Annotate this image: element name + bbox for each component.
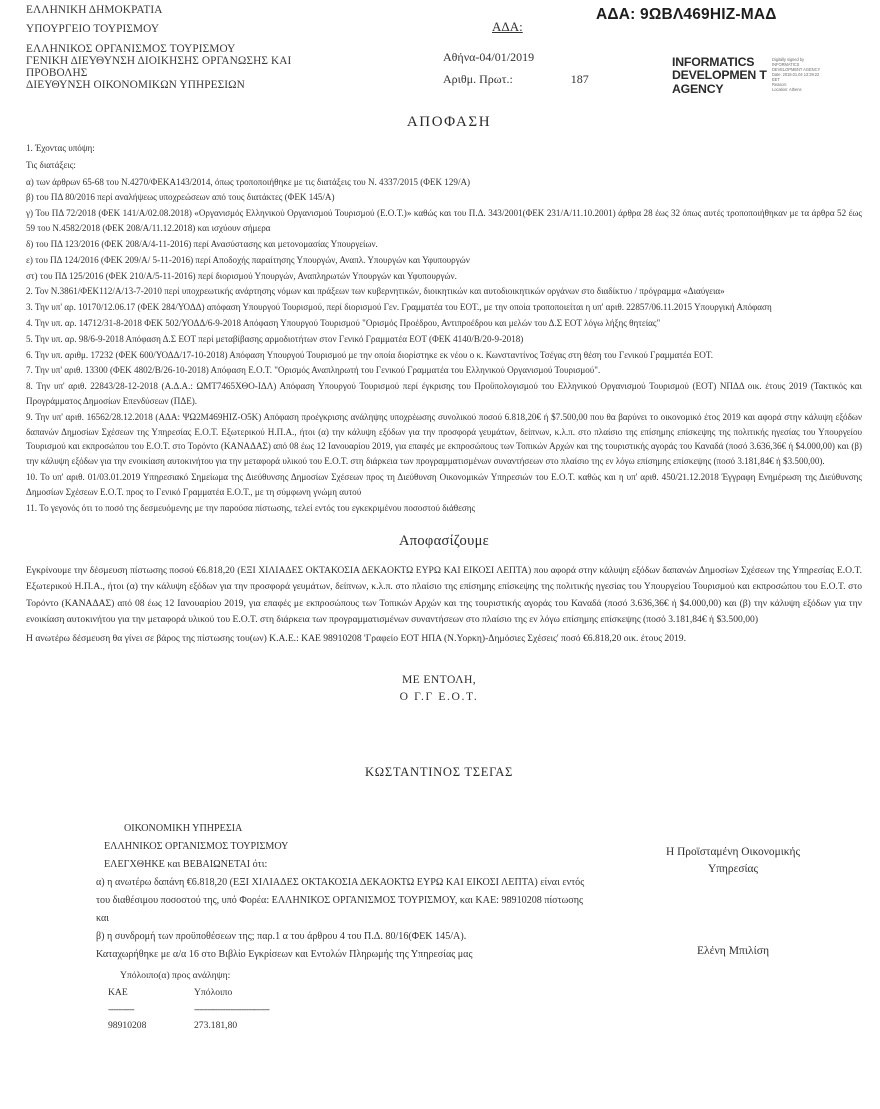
document-header — [0, 0, 880, 110]
protocol-number: 187 — [570, 72, 589, 86]
signature-authority-name — [672, 56, 768, 96]
balance-table — [108, 985, 324, 1035]
signature-detail-line-4: Date: 2019.01.04 13:39:22 — [772, 71, 820, 77]
financial-officer-title-line-1: Η Προϊσταμένη Οικονομικής — [666, 846, 800, 858]
clause-stigma: στ) του ΠΔ 125/2016 (ΦΕΚ 210/Α/5-11-2016) περί διορισμού Υπουργών, Αναπληρωτών Υπουργών και Υφυπουργών. — [26, 270, 457, 281]
certification-heading-2: ΕΛΛΗΝΙΚΟΣ ΟΡΓΑΝΙΣΜΟΣ ΤΟΥΡΙΣΜΟΥ — [104, 840, 289, 852]
clause-delta: δ) του ΠΔ 123/2016 (ΦΕΚ 208/Α/4-11-2016) περί Ανασύστασης και μετονομασίας Υπουργείων. — [26, 238, 378, 249]
clause-3: 3. Την υπ' αρ. 10170/12.06.17 (ΦΕΚ 284/ΥΟΔΔ) απόφαση Υπουργού Τουρισμού, περί διορισμού Γεν. Γραμματέα του ΕΟΤ., με την οποία τροποποιείται η υπ' αριθ. 22857/06.11.2015 Υπουργική Απόφαση — [26, 302, 772, 313]
clause-9: 9. Την υπ' αριθ. 16562/28.12.2018 (ΑΔΑ: ΨΩ2Μ469ΗΙΖ-Ο5Κ) Απόφαση προέγκρισης ανάληψης υποχρέωσης συνολικού ποσού 6.818,20€ ή $7.500,00 που θα βαρύνει το οικονομικό έτος 2019 και αφορά στην κάλυψη εξόδων δαπανών Δημοσίων Σχέσεων της Υπηρεσίας Ε.Ο.Τ. Εξωτερικού Η.Π.Α., ήτοι (α) την κάλυψη εξόδων για την προσφορά γευμάτων, δείπνων, κ.λ.π. στο πλαίσιο της επίσημης επίσκεψης της πολιτικής ηγεσίας του Υπουργείου Τουρισμού και εκπροσώπου του Ε.Ο.Τ. στο Τορόντο (ΚΑΝΑΔΑΣ) από 08 έως 12 Ιανουαρίου 2019, για επαφές με εκπροσώπους των Τοπικών Αρχών και της τουριστικής αγοράς του Καναδά (ποσό 3.636,36€ ή $4.000,00) και (β) την κάλυψη εξόδων για την ενοικίαση αυτοκινήτου για την μεταφορά υλικού του Ε.Ο.Τ. στη διάρκεια των προγραμματισμένων συναντήσεων στο πλαίσιο της εν λόγω επίσημης επίσκεψης (ποσό 3.181,84€ ή $3.500,00). — [26, 411, 862, 467]
certification-zone — [26, 820, 862, 1050]
balance-rule-left: ---------- — [108, 1003, 134, 1015]
clause-epsilon: ε) του ΠΔ 124/2016 (ΦΕΚ 209/Α/ 5-11-2016) περί Αποδοχής παραίτησης Υπουργών, Αναπλ. Υπουργών και Υφυπουργών — [26, 254, 470, 265]
org-line-financial-directorate: ΔΙΕΥΘΥΝΣΗ ΟΙΚΟΝΟΜΙΚΩΝ ΥΠΗΡΕΣΙΩΝ — [26, 79, 245, 92]
signature-detail-line-7: Location: Athens — [772, 86, 802, 92]
financial-officer-block — [628, 844, 838, 960]
balance-header-row — [108, 985, 324, 1002]
signature-block — [26, 673, 862, 703]
decision-paragraph-2: Η ανωτέρω δέσμευση θα γίνει σε βάρος της πίστωσης του(ων) Κ.Α.Ε.: ΚΑΕ 98910208 'Γραφείο ΕΟΤ ΗΠΑ (Ν.Υορκη)-Δημόσιες Σχέσεις' ποσό €6.818,20 οικ. έτους 2019. — [26, 632, 686, 644]
balance-cell-amount: 273.181,80 — [194, 1020, 238, 1032]
document-meta-block — [443, 50, 693, 94]
balance-cell-kae: 98910208 — [108, 1020, 147, 1032]
org-line-general-directorate: ΓΕΝΙΚΗ ΔΙΕΥΘΥΝΣΗ ΔΙΟΙΚΗΣΗΣ ΟΡΓΑΝΩΣΗΣ ΚΑΙ — [26, 54, 292, 67]
signature-detail-line-5: EET — [772, 76, 780, 82]
balance-rule-row — [108, 1002, 324, 1019]
protocol-label: Αριθμ. Πρωτ.: — [443, 72, 513, 86]
balance-column-amount: Υπόλοιπο — [194, 986, 233, 998]
signature-detail-line-1: Digitally signed by — [772, 57, 805, 62]
clause-beta: β) του ΠΔ 80/2016 περί αναλήψεως υποχρεώσεων από τους διατάκτες (ΦΕΚ 145/Α) — [26, 192, 335, 203]
org-line-ministry: ΥΠΟΥΡΓΕΙΟ ΤΟΥΡΙΣΜΟΥ — [26, 23, 160, 36]
org-line-republic: ΕΛΛΗΝΙΚΗ ΔΗΜΟΚΡΑΤΙΑ — [26, 4, 163, 16]
digital-signature-stamp — [672, 56, 878, 96]
signature-detail-text — [772, 56, 876, 92]
clause-5: 5. Την υπ. αρ. 98/6-9-2018 Απόφαση Δ.Σ ΕΟΤ περί μεταβίβασης αρμοδιοτήτων στον Γενικό Γραμματέα ΕΟΤ (ΦΕΚ 4140/Β/20-9-2018) — [26, 333, 524, 344]
certification-item-a: α) η ανωτέρω δαπάνη €6.818,20 (ΕΞΙ ΧΙΛΙΑΔΕΣ ΟΚΤΑΚΟΣΙΑ ΔΕΚΑΟΚΤΩ ΕΥΡΩ ΚΑΙ ΕΙΚΟΣΙ ΛΕΠΤΑ) είναι εντός του διαθέσιμου ποσοστού της, υπό Φορέα: ΕΛΛΗΝΙΚΟΣ ΟΡΓΑΝΙΣΜΟΣ ΤΟΥΡΙΣΜΟΥ, και ΚΑΕ: 98910208 πίστωσης και — [96, 876, 585, 924]
clause-4: 4. Την υπ. αρ. 14712/31-8-2018 ΦΕΚ 502/ΥΟΔΔ/6-9-2018 Απόφαση Υπουργού Τουρισμού "Ορισμός Προέδρου, Αντιπροέδρου και μελών του Δ.Σ ΕΟΤ λόγω λήξης θητείας" — [26, 317, 661, 328]
decision-paragraph-1: Εγκρίνουμε την δέσμευση πίστωσης ποσού €6.818,20 (ΕΞΙ ΧΙΛΙΑΔΕΣ ΟΚΤΑΚΟΣΙΑ ΔΕΚΑΟΚΤΩ ΕΥΡΩ ΚΑΙ ΕΙΚΟΣΙ ΛΕΠΤΑ) που αφορά στην κάλυψη εξόδων δαπανών Δημοσίων Σχέσεων της Υπηρεσίας Ε.Ο.Τ. Εξωτερικού Η.Π.Α., ήτοι (α) την κάλυψη εξόδων για την προσφορά γευμάτων, δείπνων, κ.λ.π. στο πλαίσιο της επίσημης επίσκεψης της πολιτικής ηγεσίας του Υπουργείου Τουρισμού και εκπροσώπου του Ε.Ο.Τ. στο Τορόντο (ΚΑΝΑΔΑΣ) από 08 έως 12 Ιανουαρίου 2019, για επαφές με εκπροσώπους των Τοπικών Αρχών και της τουριστικής αγοράς του Καναδά (ποσό 3.636,36€ ή $4.000,00) και (β) την κάλυψη εξόδων για την ενοικίαση αυτοκινήτου για την μεταφορά υλικού του Ε.Ο.Τ. στη διάρκεια των προγραμματισμένων συναντήσεων στο πλαίσιο της εν λόγω επίσημης επίσκεψης (ποσό 3.181,84€ ή $3.500,00) — [26, 564, 862, 625]
clause-1-intro: 1. Έχοντας υπόψη: — [26, 143, 95, 153]
certification-heading-3: ΕΛΕΓΧΘΗΚΕ και ΒΕΒΑΙΩΝΕΤΑΙ ότι: — [104, 858, 268, 870]
clause-6: 6. Την υπ. αριθμ. 17232 (ΦΕΚ 600/ΥΟΔΔ/17-10-2018) Απόφαση Υπουργού Τουρισμού με την οποία διορίστηκε εκ νέου ο κ. Κωνσταντίνος Τσέγας στη θέση του Γενικού Γραμματέα ΕΟΤ. — [26, 349, 714, 360]
clause-alpha: α) των άρθρων 65-68 του Ν.4270/ΦΕΚΑ143/2014, όπως τροποποιήθηκε με τις διατάξεις του Ν. 4337/2015 (ΦΕΚ 129/Α) — [26, 176, 471, 187]
document-body — [0, 141, 880, 1050]
signature-authority-line-2: DEVELOPMEN — [672, 68, 757, 83]
certification-item-b: β) η συνδρομή των προϋποθέσεων της; παρ.1 α του άρθρου 4 του Π.Δ. 80/16(ΦΕΚ 145/Α). — [96, 930, 467, 942]
balance-title: Υπόλοιπο(α) προς ανάληψη: — [120, 970, 231, 981]
signature-authority-line-1: INFORMATICS — [672, 55, 755, 69]
by-order-line: ΜΕ ΕΝΤΟΛΗ, — [401, 673, 477, 686]
signer-title: Ο Γ.Γ Ε.Ο.Τ. — [399, 690, 479, 703]
protocol-row — [443, 72, 693, 87]
certification-registration: Καταχωρήθηκε με α/α 16 στο Βιβλίο Εγκρίσεων και Εντολών Πληρωμής της Υπηρεσίας μας — [96, 948, 473, 960]
ada-label: ΑΔΑ: — [492, 19, 523, 34]
certification-block — [96, 820, 596, 964]
clause-11: 11. Το γεγονός ότι το ποσό της δεσμευόμενης με την παρούσα πίστωσης, τελεί εντός του εγκεκριμένου ποσοστού διάθεσης — [26, 502, 476, 513]
table-row — [108, 1018, 324, 1035]
clause-gamma: γ) Του ΠΔ 72/2018 (ΦΕΚ 141/Α/02.08.2018) «Οργανισμός Ελληνικού Οργανισμού Τουρισμού (Ε.Ο.Τ.)» καθώς και του Π.Δ. 343/2001(ΦΕΚ 231/Α/11.10.2001) άρθρα 28 έως 32 όπως αυτές τροποποιήθηκαν με τα άρθρα 52 έως 59 του Ν.4582/2018 (ΦΕΚ 208/Α/11.12.2018) και ισχύουν σήμερα — [26, 208, 862, 234]
signature-authority-line-3: T AGENCY — [672, 68, 767, 96]
clause-provisions-lead: Τις διατάξεις: — [26, 159, 76, 170]
financial-officer-name: Ελένη Μπιλίση — [696, 944, 770, 958]
city-date: Αθήνα-04/01/2019 — [443, 50, 535, 64]
org-line-eot: ΕΛΛΗΝΙΚΟΣ ΟΡΓΑΝΙΣΜΟΣ ΤΟΥΡΙΣΜΟΥ — [26, 42, 236, 55]
page-title: ΑΠΟΦΑΣΗ — [406, 114, 492, 130]
financial-officer-title-line-2: Υπηρεσίας — [707, 863, 759, 876]
certification-heading-1: ΟΙΚΟΝΟΜΙΚΗ ΥΠΗΡΕΣΙΑ — [124, 823, 243, 834]
clause-2: 2. Τον Ν.3861/ΦΕΚ112/Α/13-7-2010 περί υποχρεωτικής ανάρτησης νόμων και πράξεων των κυβερνητικών, διοικητικών και αυτοδιοικητικών οργάνων στο διαδίκτυο / πρόγραμμα «Διαύγεια» — [26, 286, 725, 297]
signature-detail-line-2: INFORMATICS — [772, 61, 800, 67]
balance-rule-right: ----------------------------- — [194, 1003, 270, 1015]
clause-8: 8. Την υπ' αριθ. 22843/28-12-2018 (Α.Δ.Α.: ΩΜΤ7465ΧΘΟ-ΙΔΛ) Απόφαση Υπουργού Τουρισμού περί έγκρισης του Προϋπολογισμού του Ελληνικού Οργανισμού Τουρισμού (ΕΟΤ) ΝΠΔΔ οικ. έτους 2019 (Τακτικός και Προγράμματος Δημοσίων Επενδύσεων (ΠΔΕ). — [26, 381, 862, 406]
ada-code: ΑΔΑ: 9ΩΒΛ469ΗΙΖ-ΜΑΔ — [596, 6, 777, 23]
signature-detail-line-6: Reason: — [772, 81, 787, 87]
balance-block — [108, 968, 324, 1035]
issuing-organization-block — [26, 5, 456, 100]
balance-column-kae: ΚΑΕ — [108, 986, 128, 998]
org-line-promotion: ΠΡΟΒΟΛΗΣ — [26, 67, 88, 80]
signer-name: ΚΩΣΤΑΝΤΙΝΟΣ ΤΣΕΓΑΣ — [364, 765, 514, 779]
signature-detail-line-3: DEVELOPMENT AGENCY — [772, 66, 821, 72]
clause-10: 10. Το υπ' αριθ. 01/03.01.2019 Υπηρεσιακό Σημείωμα της Διεύθυνσης Δημοσίων Σχέσεων προς τη Διεύθυνση Οικονομικών Υπηρεσιών του Ε.Ο.Τ. καθώς και η υπ' αριθ. 450/21.12.2018 Έγγραφη Ενημέρωση της Διεύθυνσης Δημοσίων Σχέσεων Ε.Ο.Τ. προς το Γενικό Γραμματέα Ε.Ο.Τ., με τη σύμφωνη γνώμη αυτού — [26, 472, 862, 497]
clause-7: 7. Την υπ' αριθ. 13300 (ΦΕΚ 4802/Β/26-10-2018) Απόφαση Ε.Ο.Τ. "Ορισμός Αναπληρωτή του Γενικού Γραμματέα του Ελληνικού Οργανισμού Τουρισμού". — [26, 365, 601, 376]
decision-heading: Αποφασίζουμε — [398, 532, 490, 549]
